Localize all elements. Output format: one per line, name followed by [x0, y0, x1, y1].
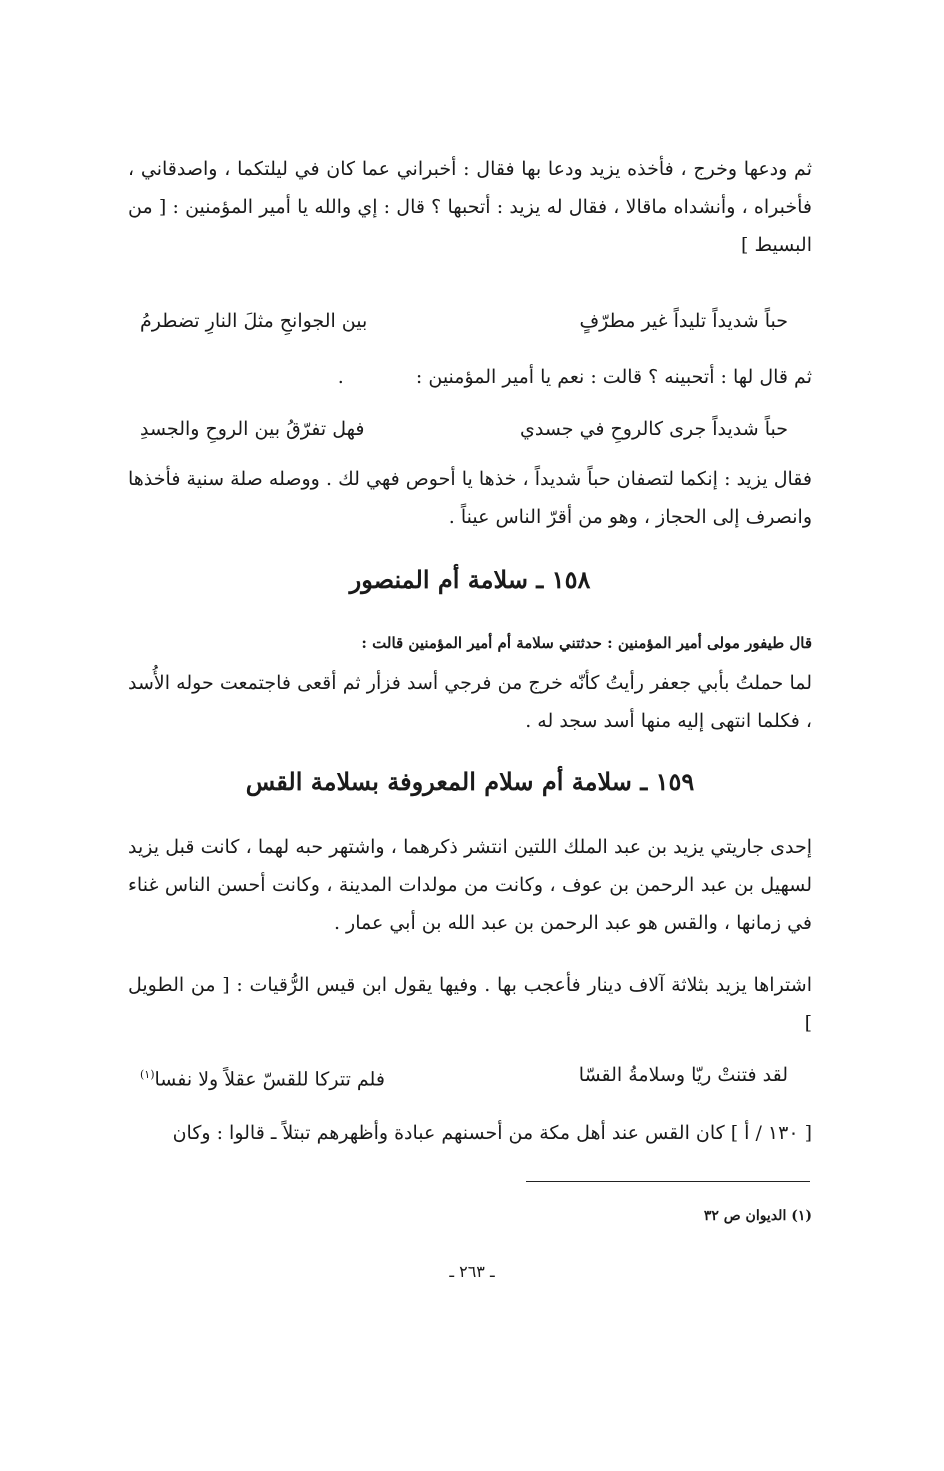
- section-159-paragraph-2: اشتراها يزيد بثلاثة آلاف دينار فأعجب بها . وفيها يقول ابن قيس الرُّقيات : [ من الطويل ]: [128, 974, 812, 1034]
- section-159-paragraph-3: [ ١٣٠ / أ ] كان القس عند أهل مكة من أحسنهم عبادة وأظهرهم تبتلاً ـ قالوا : وكان: [172, 1122, 812, 1144]
- paragraph-2-dot: .: [337, 366, 344, 388]
- verse-1-first-hemistich: حباً شديداً تليداً غير مطرّفٍ: [579, 310, 788, 332]
- verse-line-2: [140, 412, 788, 446]
- section-158-heading: ١٥٨ ـ سلامة أم المنصور: [349, 565, 591, 594]
- footnote-divider: [526, 1181, 810, 1182]
- paragraph-2: [128, 358, 812, 396]
- footnote-marker: (١): [140, 1068, 155, 1081]
- verse-3-second-text: فلم تتركا للقسّ عقلاً ولا نفسا: [154, 1068, 385, 1091]
- verse-2-first-hemistich: حباً شديداً جرى كالروحِ في جسدي: [519, 418, 788, 440]
- paragraph-2-text: ثم قال لها : أتحبينه ؟ قالت : نعم يا أمير المؤمنين :: [415, 366, 812, 388]
- section-158-body: لما حملتُ بأبي جعفر رأيتُ كأنّه خرج من فرجي أسد فزأر ثم أقعى فاجتمعت حوله الأُسد ، فكلما انتهى إليه منها أسد سجد له .: [128, 672, 813, 732]
- paragraph-3: فقال يزيد : إنكما لتصفان حباً شديداً ، خذها يا أحوص فهي لك . ووصله صلة سنية فأخذها وانصرف إلى الحجاز ، وهو من أقرّ الناس عيناً .: [128, 468, 812, 528]
- verse-3-second-hemistich: [140, 1058, 385, 1096]
- paragraph-1: ثم ودعها وخرج ، فأخذه يزيد ودعا بها فقال : أخبراني عما كان في ليلتكما ، واصدقاني ، فأخبراه ، وأنشداه ماقالا ، فقال له يزيد : أتحبها ؟ قال : إي والله يا أمير المؤمنين : [ من البسيط ]: [128, 158, 812, 256]
- verse-2-second-hemistich: فهل تفرّقُ بين الروحِ والجسدِ: [140, 418, 365, 440]
- verse-1-second-hemistich: بين الجوانحِ مثلَ النارِ تضطرمُ: [140, 310, 368, 332]
- verse-3-first-hemistich: لقد فتنتْ ريّا وسلامةُ القسّا: [578, 1064, 788, 1086]
- footnote-text: (١) الديوان ص ٣٢: [703, 1208, 812, 1224]
- verse-line-3: [140, 1058, 788, 1096]
- page-number: ـ ٢٦٣ ـ: [449, 1262, 495, 1281]
- section-159-paragraph-1: إحدى جاريتي يزيد بن عبد الملك اللتين انتشر ذكرهما ، واشتهر حبه لهما ، كانت قبل يزيد لسهيل بن عبد الرحمن بن عوف ، وكانت من مولدات المدينة ، وكانت أحسن الناس غناء في زمانها ، والقس هو عبد الرحمن بن عبد الله بن أبي عمار .: [128, 836, 812, 934]
- verse-line-1: [140, 304, 788, 338]
- section-158-intro: قال طيفور مولى أمير المؤمنين : حدثتني سلامة أم أمير المؤمنين قالت :: [361, 634, 812, 652]
- section-159-heading: ١٥٩ ـ سلامة أم سلام المعروفة بسلامة القس: [245, 767, 695, 796]
